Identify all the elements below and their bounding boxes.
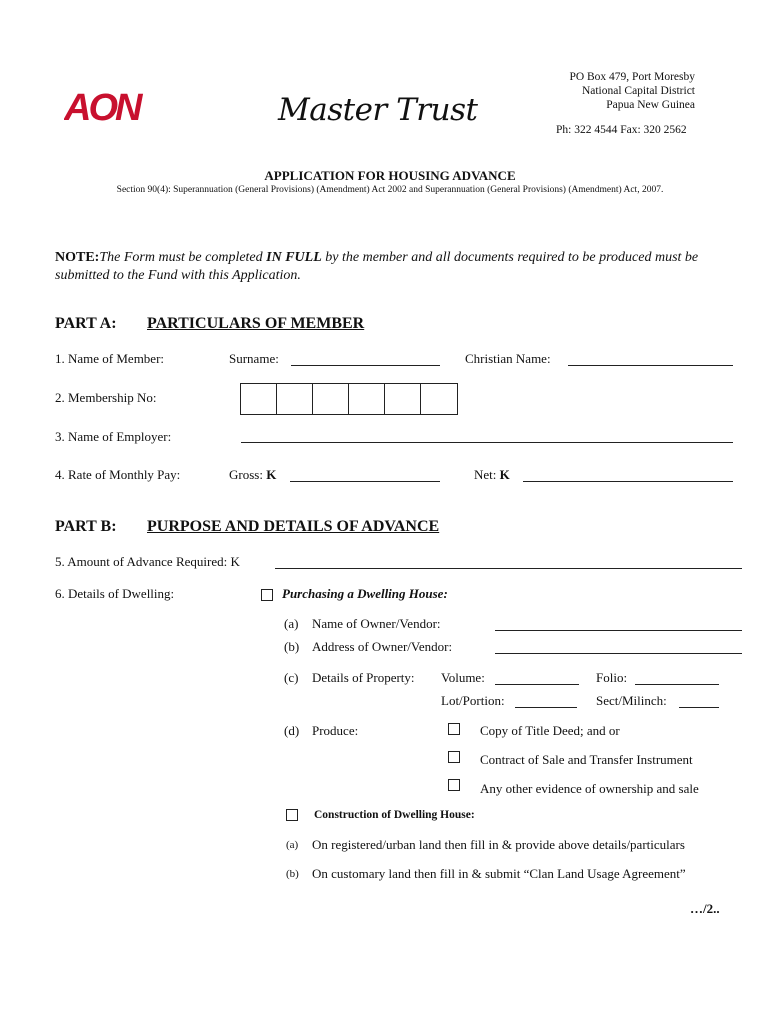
owner-name-label: Name of Owner/Vendor:: [312, 616, 441, 631]
property-details-label: Details of Property:: [312, 670, 415, 685]
purchasing-checkbox[interactable]: [261, 589, 273, 601]
aon-logo-text: AON: [64, 87, 140, 126]
page-marker: …/2..: [690, 901, 720, 916]
volume-field[interactable]: [495, 684, 579, 685]
form-note: [55, 249, 735, 285]
address-line-3: Papua New Guinea: [606, 99, 695, 111]
q6-details-of-dwelling: 6. Details of Dwelling:: [55, 586, 175, 601]
item-d-label: (d): [284, 723, 300, 738]
section-reference: Section 90(4): Superannuation (General Provisions) (Amendment) Act 2002 and Superannuation (General Provisions) (Amendment) Act, 2007.: [116, 185, 664, 195]
construction-a-text: On registered/urban land then fill in & provide above details/particulars: [312, 837, 685, 852]
gross-text: Gross:: [229, 467, 267, 482]
volume-label: Volume:: [441, 670, 485, 685]
note-label: NOTE:: [55, 250, 100, 265]
master-trust-title: Master Trust: [278, 92, 478, 128]
item-b-label: (b): [284, 639, 300, 654]
construction-b-label: (b): [286, 868, 299, 880]
lot-portion-label: Lot/Portion:: [441, 693, 505, 708]
construction-b-text: On customary land then fill in & submit “Clan Land Usage Agreement”: [312, 866, 686, 881]
surname-label: Surname:: [229, 351, 279, 366]
address-line-2: National Capital District: [581, 85, 695, 97]
note-emphasis: IN FULL: [266, 250, 322, 265]
net-text: Net:: [474, 467, 500, 482]
q5-amount-of-advance: 5. Amount of Advance Required: K: [55, 554, 240, 569]
membership-digit-box[interactable]: [241, 384, 277, 414]
folio-field[interactable]: [635, 684, 719, 685]
purchasing-label: Purchasing a Dwelling House:: [282, 586, 448, 601]
construction-label: Construction of Dwelling House:: [314, 809, 475, 821]
membership-digit-box[interactable]: [385, 384, 421, 414]
part-b-label: PART B:: [55, 518, 117, 535]
christian-name-label: Christian Name:: [465, 351, 551, 366]
contract-of-sale-checkbox[interactable]: [448, 751, 460, 763]
q2-membership-no: 2. Membership No:: [55, 390, 157, 405]
owner-address-label: Address of Owner/Vendor:: [312, 639, 453, 654]
gross-label: [229, 467, 276, 483]
aon-logo: [64, 86, 160, 126]
produce-label: Produce:: [312, 723, 359, 738]
title-deed-checkbox[interactable]: [448, 723, 460, 735]
surname-field[interactable]: [291, 365, 440, 366]
membership-digit-box[interactable]: [277, 384, 313, 414]
form-title: APPLICATION FOR HOUSING ADVANCE: [264, 168, 516, 183]
membership-number-boxes[interactable]: [240, 383, 458, 415]
part-b-title: PURPOSE AND DETAILS OF ADVANCE: [147, 518, 440, 535]
item-a-label: (a): [284, 616, 299, 631]
contract-of-sale-label: Contract of Sale and Transfer Instrument: [480, 752, 693, 767]
note-text-2: by the member and all documents required to be produced must be submitted to the Fund with this Application.: [55, 250, 699, 283]
lot-portion-field[interactable]: [515, 707, 577, 708]
employer-field[interactable]: [241, 442, 733, 443]
part-a-title: PARTICULARS OF MEMBER: [147, 315, 365, 332]
advance-amount-field[interactable]: [275, 568, 742, 569]
sect-milinch-field[interactable]: [679, 707, 719, 708]
other-evidence-label: Any other evidence of ownership and sale: [480, 781, 699, 796]
net-pay-field[interactable]: [523, 481, 733, 482]
item-c-label: (c): [284, 670, 299, 685]
construction-checkbox[interactable]: [286, 809, 298, 821]
phone-fax: Ph: 322 4544 Fax: 320 2562: [556, 124, 687, 136]
note-text-1: The Form must be completed: [99, 250, 267, 265]
net-currency: K: [499, 467, 510, 482]
owner-address-field[interactable]: [495, 653, 742, 654]
q1-name-of-member: 1. Name of Member:: [55, 351, 165, 366]
gross-currency: K: [266, 467, 277, 482]
membership-digit-box[interactable]: [349, 384, 385, 414]
q3-name-of-employer: 3. Name of Employer:: [55, 429, 172, 444]
part-a-label: PART A:: [55, 315, 117, 332]
other-evidence-checkbox[interactable]: [448, 779, 460, 791]
title-deed-label: Copy of Title Deed; and or: [480, 723, 620, 738]
membership-digit-box[interactable]: [313, 384, 349, 414]
address-line-1: PO Box 479, Port Moresby: [569, 71, 695, 83]
christian-name-field[interactable]: [568, 365, 733, 366]
folio-label: Folio:: [596, 670, 628, 685]
net-label: [474, 467, 510, 483]
membership-digit-box[interactable]: [421, 384, 457, 414]
owner-name-field[interactable]: [495, 630, 742, 631]
gross-pay-field[interactable]: [290, 481, 440, 482]
sect-milinch-label: Sect/Milinch:: [596, 693, 667, 708]
q4-rate-of-monthly-pay: 4. Rate of Monthly Pay:: [55, 467, 181, 482]
construction-a-label: (a): [286, 839, 299, 851]
